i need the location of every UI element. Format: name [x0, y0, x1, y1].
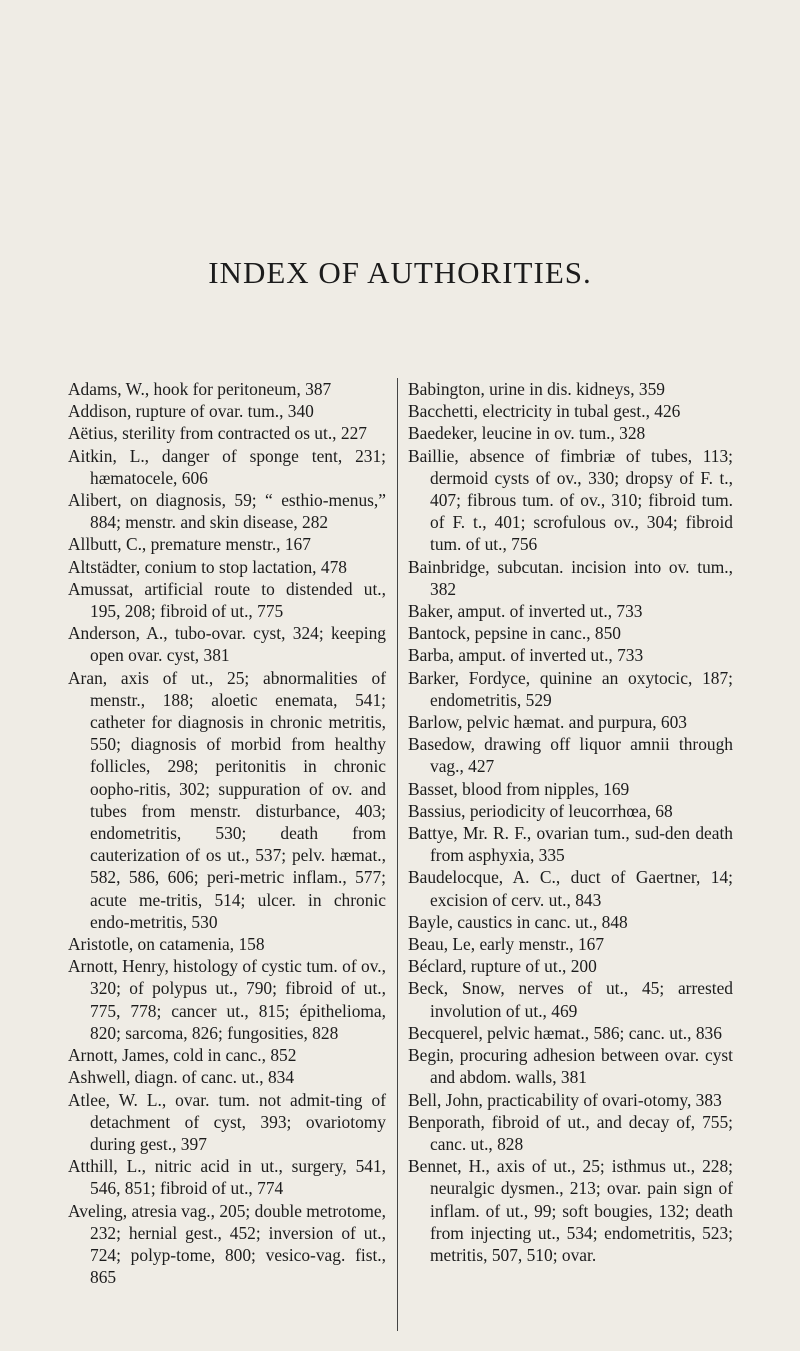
index-entry: Amussat, artificial route to distended ut., 195, 208; fibroid of ut., 775 — [68, 578, 386, 622]
index-entry: Barlow, pelvic hæmat. and purpura, 603 — [408, 712, 687, 733]
index-entry: Addison, rupture of ovar. tum., 340 — [68, 401, 314, 422]
index-entry: Bennet, H., axis of ut., 25; isthmus ut., 228; neuralgic dysmen., 213; ovar. pain sign of inflam. of ut., 99; soft bougies, 132; death from injecting ut., 534; endometritis, 523; metritis, 507, 510; ovar. — [408, 1156, 733, 1265]
index-entry: Beck, Snow, nerves of ut., 45; arrested involution of ut., 469 — [408, 978, 733, 1021]
index-entry: Baudelocque, A. C., duct of Gaertner, 14; excision of cerv. ut., 843 — [408, 867, 733, 910]
index-entry: Barker, Fordyce, quinine an oxytocic, 187; endometritis, 529 — [408, 667, 733, 710]
index-entry: Aristotle, on catamenia, 158 — [68, 934, 265, 955]
index-entry: Basedow, drawing off liquor amnii through vag., 427 — [408, 734, 733, 777]
index-entry: Béclard, rupture of ut., 200 — [408, 956, 597, 977]
index-entry: Aran, axis of ut., 25; abnormalities of menstr., 188; aloetic enemata, 541; catheter for diagnosis in chronic metritis, 550; diagnosis of morbid from healthy follicles, 298; peritonitis in chronic oopho-ritis, 302; suppuration of ov. and tubes from menstr. disturbance, 403; endometritis, 530; death from cauterization of os ut., 537; pelv. hæmat., 582, 586, 606; peri-metric inflam., 577; acute me-tritis, 514; ulcer. in chronic endo-metritis, 530 — [68, 667, 386, 932]
index-entry: Allbutt, C., premature menstr., 167 — [68, 534, 311, 555]
index-entry: Arnott, James, cold in canc., 852 — [68, 1045, 297, 1066]
index-entry: Bacchetti, electricity in tubal gest., 426 — [408, 401, 681, 422]
index-entry: Arnott, Henry, histology of cystic tum. of ov., 320; of polypus ut., 790; fibroid of ut., 775, 778; cancer ut., 815; épithelioma, 820; sarcoma, 826; fungosities, 828 — [68, 956, 386, 1043]
page-title: INDEX OF AUTHORITIES. — [208, 255, 592, 290]
index-entry: Baillie, absence of fimbriæ of tubes, 113; dermoid cysts of ov., 330; dropsy of F. t., 407; fibrous tum. of ov., 310; fibroid tum. of F. t., 401; scrofulous ov., 304; fibroid tum. of ut., 756 — [408, 445, 733, 555]
index-entry: Baker, amput. of inverted ut., 733 — [408, 601, 643, 622]
index-entry: Bassius, periodicity of leucorrhœa, 68 — [408, 800, 673, 821]
left-column — [68, 378, 386, 1288]
index-entry: Benporath, fibroid of ut., and decay of, 755; canc. ut., 828 — [408, 1111, 733, 1154]
index-entry: Aëtius, sterility from contracted os ut., 227 — [68, 423, 367, 444]
index-entry: Atthill, L., nitric acid in ut., surgery, 541, 546, 851; fibroid of ut., 774 — [68, 1156, 386, 1199]
index-entry: Anderson, A., tubo-ovar. cyst, 324; keeping open ovar. cyst, 381 — [68, 623, 386, 666]
index-entry: Bantock, pepsine in canc., 850 — [408, 623, 621, 644]
index-entry: Altstädter, conium to stop lactation, 478 — [68, 556, 347, 577]
index-entry: Basset, blood from nipples, 169 — [408, 778, 630, 799]
right-column — [408, 378, 733, 1266]
index-entry: Baedeker, leucine in ov. tum., 328 — [408, 423, 646, 444]
index-entry: Atlee, W. L., ovar. tum. not admit-ting of detachment of cyst, 393; ovariotomy during gest., 397 — [68, 1089, 386, 1154]
index-entry: Bayle, caustics in canc. ut., 848 — [408, 911, 628, 932]
index-entry: Aveling, atresia vag., 205; double metrotome, 232; hernial gest., 452; inversion of ut., 724; polyp-tome, 800; vesico-vag. fist., 865 — [68, 1200, 386, 1288]
index-entry: Adams, W., hook for peritoneum, 387 — [68, 379, 332, 399]
index-entry: Ashwell, diagn. of canc. ut., 834 — [68, 1067, 295, 1088]
index-entry: Beau, Le, early menstr., 167 — [408, 934, 605, 955]
index-entry: Babington, urine in dis. kidneys, 359 — [408, 379, 665, 399]
index-entry: Begin, procuring adhesion between ovar. cyst and abdom. walls, 381 — [408, 1045, 733, 1088]
index-entry: Battye, Mr. R. F., ovarian tum., sud-den death from asphyxia, 335 — [408, 823, 733, 866]
index-entry: Becquerel, pelvic hæmat., 586; canc. ut., 836 — [408, 1022, 722, 1043]
index-entry: Aitkin, L., danger of sponge tent, 231; hæmatocele, 606 — [68, 445, 386, 488]
index-entry: Bell, John, practicability of ovari-otomy, 383 — [408, 1089, 722, 1110]
index-entry: Bainbridge, subcutan. incision into ov. tum., 382 — [408, 556, 733, 599]
index-entry: Alibert, on diagnosis, 59; “ esthio-menus,” 884; menstr. and skin disease, 282 — [68, 490, 386, 533]
column-divider — [397, 378, 398, 1331]
index-entry: Barba, amput. of inverted ut., 733 — [408, 645, 644, 666]
